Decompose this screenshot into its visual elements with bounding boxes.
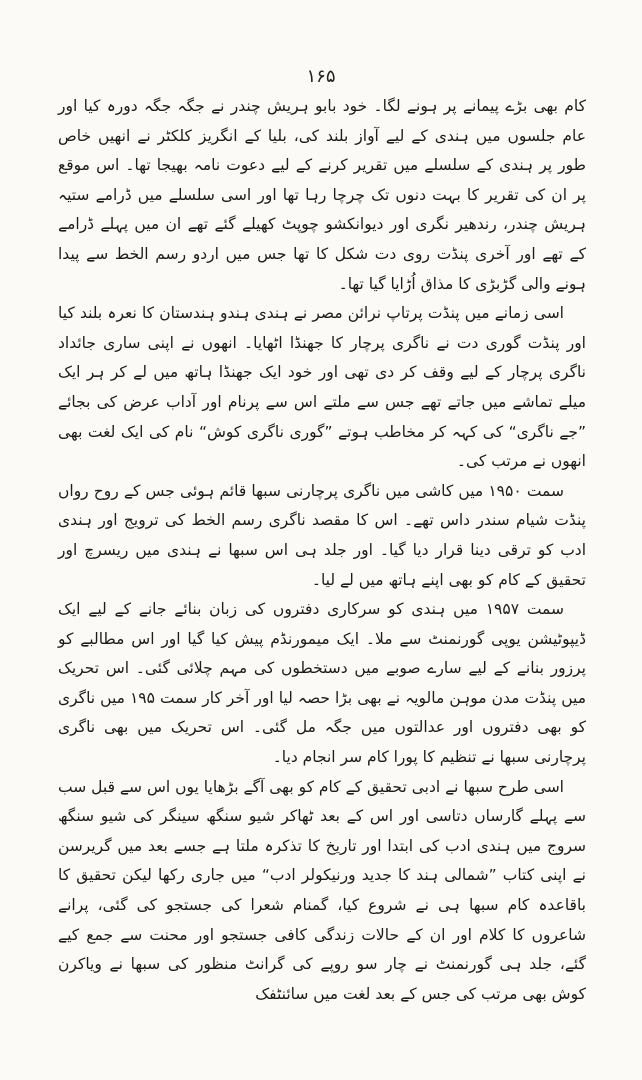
paragraph-1: کام بھی بڑے پیمانے پر ہونے لگا۔ خود بابو ہریش چندر نے جگہ جگہ دورہ کیا اور عام جلسوں میں ہندی کے لیے آواز بلند کی، بلیا کے انگریز کلکٹر نے انھیں خاص طور پر ہندی کے سلسلے میں تقریر کرنے کے لیے دعوت نامہ بھیجا تھا۔ اس موقع پر ان کی تقریر کا بہت دنوں تک چرچا رہا تھا اور اسی سلسلے میں ڈرامے ستیہ ہریش چندر، رندھیر نگری اور دیوانکشو چوپٹ کھیلے گئے تھے ان میں پہلے ڈرامے کے تھے اور آخری پنڈت روی دت شکل کا تھا جس میں اردو رسم الخط سے پیدا ہونے والی گڑبڑی کا مذاق اُڑایا گیا تھا۔ [58, 97, 586, 293]
paragraph-4: سمت ۱۹۵۷ میں ہندی کو سرکاری دفتروں کی زبان بنائے جانے کے لیے ایک ڈیپوٹیشن یوپی گورنمنٹ سے ملا۔ ایک میمورنڈم پیش کیا گیا اور اس مطالبے کو پرزور بنانے کے لیے سارے صوبے میں دستخطوں کی مہم چلائی گئی۔ اس تحریک میں پنڈت مدن موہن مالویہ نے بھی بڑا حصہ لیا اور آخر کار سمت ۱۹۵ میں ناگری کو بھی دفتروں اور عدالتوں میں جگہ مل گئی۔ اس تحریک میں بھی ناگری پرچارنی سبھا نے تنظیم کا پورا کام سر انجام دیا۔ [58, 600, 586, 767]
paragraph-5: اسی طرح سبھا نے ادبی تحقیق کے کام کو بھی آگے بڑھایا یوں اس سے قبل سب سے پہلے گارساں دتاسی اور اس کے بعد ٹھاکر شیو سنگھ سینگر کی شیو سنگھ سروج میں ہندی ادب کی ابتدا اور تاریخ کا تذکرہ ملتا ہے جسے بعد میں گریرسن نے اپنی کتاب ”شمالی ہند کا جدید ورنیکولر ادب“ میں جاری رکھا لیکن تحقیق کا باقاعدہ کام سبھا ہی نے شروع کیا، گمنام شعرا کی جستجو کی گئی، پرانے شاعروں کا کلام اور ان کے حالات زندگی کافی جستجو اور محنت سے جمع کیے گئے، جلد ہی گورنمنٹ نے چار سو روپے کی گرانٹ منظور کی سبھا نے ویاکرن کوش بھی مرتب کی جس کے بعد لغت میں سائنٹفک [58, 777, 586, 1003]
paragraph-3: سمت ۱۹۵۰ میں کاشی میں ناگری پرچارنی سبھا قائم ہوئی جس کے روح رواں پنڈت شیام سندر داس تھے۔ اس کا مقصد ناگری رسم الخط کی ترویج اور ہندی ادب کو ترقی دینا قرار دیا گیا۔ اور جلد ہی اس سبھا نے ہندی میں ریسرچ اور تحقیق کے کام کو بھی اپنے ہاتھ میں لے لیا۔ [58, 481, 586, 589]
page-number: ۱۶۵ [306, 66, 336, 87]
paragraph-2: اسی زمانے میں پنڈت پرتاپ نرائن مصر نے ہندی ہندو ہندستان کا نعرہ بلند کیا اور پنڈت گوری دت نے ناگری پرچار کا جھنڈا اٹھایا۔ انھوں نے اپنی ساری جائداد ناگری پرچار کے لیے وقف کر دی تھی اور خود ایک جھنڈا ہاتھ میں لے کر ہر ایک میلے تماشے میں جاتے تھے جس سے ملتے اس سے پرنام اور آداب عرض کی بجائے ”جے ناگری“ کی کہہ کر مخاطب ہوتے ”گوری ناگری کوش“ نام کی ایک لغت بھی انھوں نے مرتب کی۔ [58, 304, 586, 471]
body-text [58, 92, 586, 1009]
